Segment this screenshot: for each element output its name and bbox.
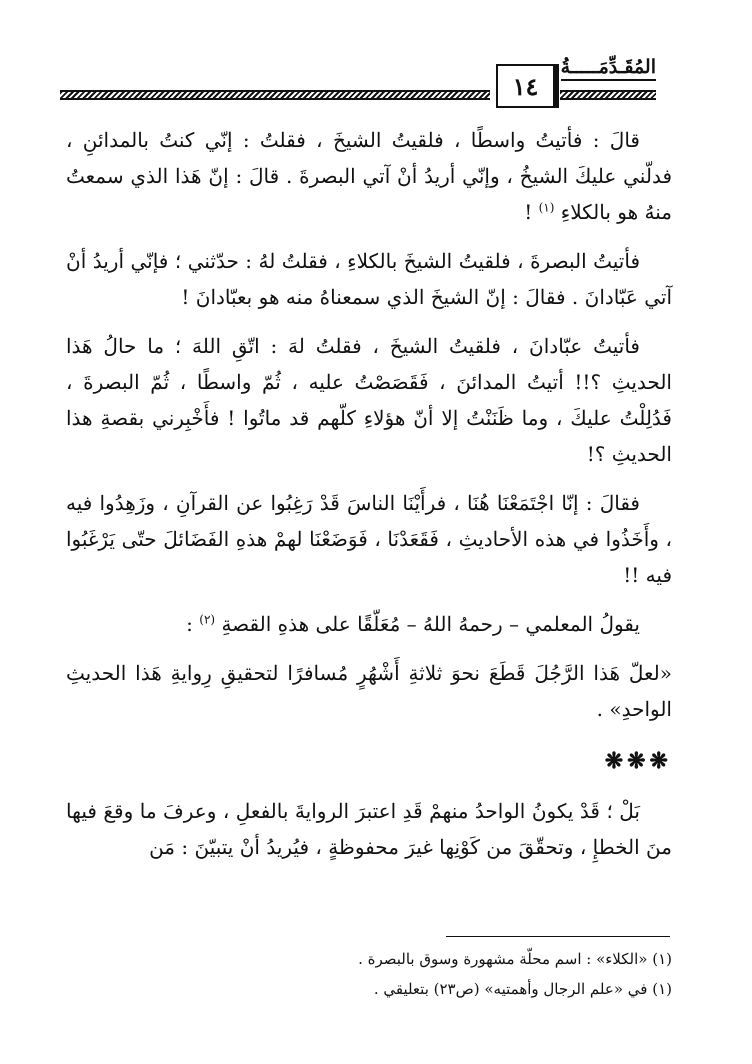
footnotes: [80, 944, 672, 1004]
paragraph-1-end: !: [524, 200, 533, 224]
section-separator: ❋❋❋: [604, 748, 672, 774]
chapter-title-text: المُقَـدِّمَـــــةُ: [560, 56, 656, 78]
paragraph-5-text: يقولُ المعلمي – رحمهُ اللهُ – مُعَلّقًا على هذهِ القصةِ: [221, 612, 640, 636]
footnote-divider: [446, 936, 670, 937]
paragraph-1: [66, 122, 672, 230]
paragraph-3: فأتيتُ عبّادانَ ، فلقيتُ الشيخَ ، فقلتُ لهَ : اتّقِ اللهَ ؛ ما حالُ هَذا الحديثِ ؟!! أتيتُ المدائنَ ، فَقَصَصْتُ عليه ، ثُمّ واسطًا ، ثُمّ البصرةَ ، فَدُلِلْتُ عليكَ ، وما ظَنَنْتُ إلا أنّ هؤلاءِ كلّهم قد ماتُوا ! فأَخْبِرني بقصةِ هذا الحديثِ ؟!: [66, 334, 672, 466]
header-band-right: [560, 90, 656, 100]
paragraph-7: بَلْ ؛ قَدْ يكونُ الواحدُ منهمْ قَدِ اعتبرَ الروايةَ بالفعلِ ، وعرفَ ما وقعَ فيها منَ الخطإِ ، وتحقّقَ من كَوْنِها غيرَ محفوظةٍ ، فيُريدُ أنْ يتبيّنَ : مَن: [66, 799, 672, 859]
footnote-ref-1: (١): [538, 200, 555, 215]
header-band-left: [60, 90, 490, 100]
page-number: ١٤: [496, 64, 555, 108]
paragraph-5-end: :: [186, 612, 193, 636]
paragraph-2: فأتيتُ البصرةَ ، فلقيتُ الشيخَ بالكلاءِ ، فقلتُ لهُ : حدّثني ؛ فإنّي أريدُ أنْ آتي عَبّادانَ . فقالَ : إنّ الشيخَ الذي سمعناهُ منه هو بعبّادانَ !: [66, 249, 672, 309]
quote-paragraph: «لعلّ هَذا الرَّجُلَ قَطَعَ نحوَ ثلاثةِ أَشْهُرٍ مُسافرًا لتحقيقِ رِوايةِ هَذا الحديثِ الواحدِ» .: [66, 661, 672, 721]
footnote-1: (١) «الكلاء» : اسم محلّة مشهورة وسوق بالبصرة .: [358, 950, 672, 968]
paragraph-5: [66, 606, 672, 642]
body-text: [66, 122, 672, 878]
page-header: [60, 50, 656, 110]
footnote-2: (١) في «علم الرجال وأهمتيه» (ص٢٣) بتعليقي .: [373, 980, 672, 998]
paragraph-4: فقالَ : إنّا اجْتَمَعْنَا هُنَا ، فرأَيْنَا الناسَ قَدْ رَغِبُوا عن القرآنِ ، وزَهِدُوا فيه ، وأَخَذُوا في هذه الأحاديثِ ، فَقَعَدْنَا ، فَوَضَعْنَا لهمْ هذهِ الفَضَائلَ حتّى يَرْغَبُوا فيه !!: [66, 491, 672, 587]
chapter-title: [561, 56, 656, 81]
footnote-ref-2: (٢): [199, 612, 216, 627]
chapter-title-underline: [561, 79, 656, 81]
paragraph-1-text: قالَ : فأتيتُ واسطًا ، فلقيتُ الشيخَ ، فقلتُ : إنّي كنتُ بالمدائنِ ، فدلّني عليكَ الشيخُ ، وإنّي أريدُ أنْ آتي البصرةَ . قالَ : إنّ هَذا الذي سمعتُ منهُ هو بالكلاءِ: [66, 128, 672, 224]
